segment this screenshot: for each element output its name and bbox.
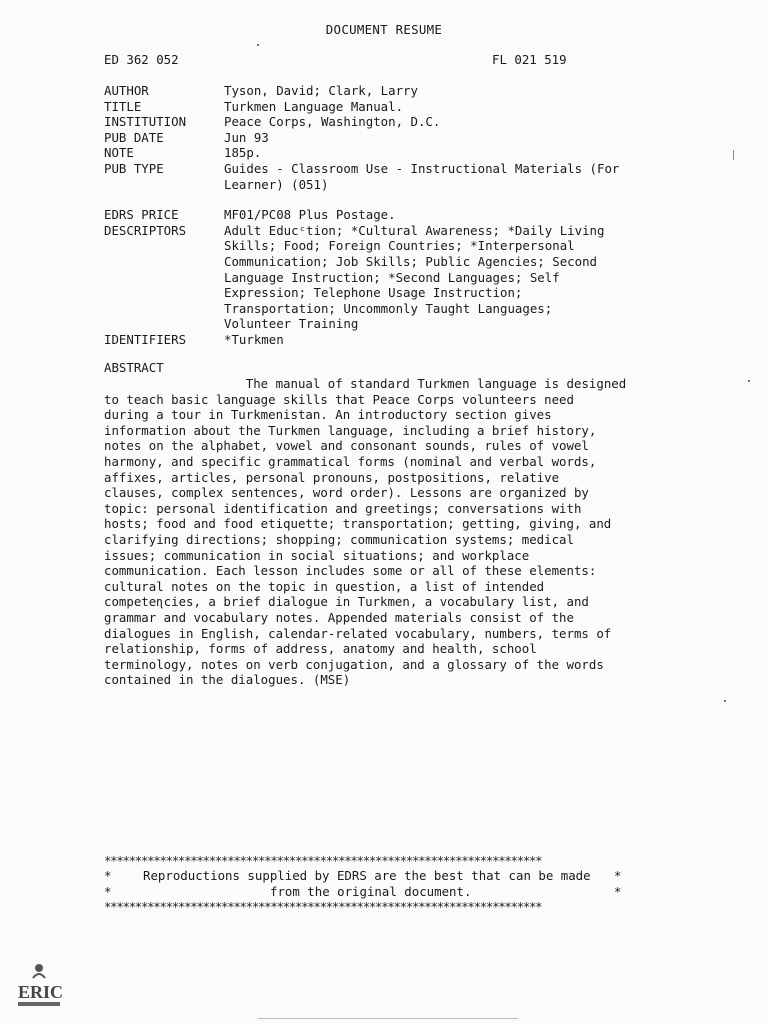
field-row	[104, 114, 644, 130]
metadata-fields	[104, 83, 644, 348]
eric-logo-text: ERIC	[18, 982, 64, 1002]
scan-speck	[748, 380, 750, 382]
scan-speck	[257, 44, 259, 46]
document-heading: DOCUMENT RESUME	[325, 22, 443, 37]
field-row	[104, 223, 644, 332]
field-row	[104, 145, 644, 161]
field-value: MF01/PC08 Plus Postage.	[224, 207, 396, 223]
field-label: DESCRIPTORS	[104, 222, 187, 238]
scan-speck	[724, 700, 726, 702]
field-value: Jun 93	[224, 129, 269, 145]
field-row	[104, 161, 644, 192]
asterisk-border-bottom: ***********************************************************************	[104, 899, 542, 914]
field-value: Adult Educᶜtion; *Cultural Awareness; *Daily Living Skills; Food; Foreign Countries; *Interpersonal Communication; Job Skills; Public Agencies; Second Language Instruction; *Second Languages; Self Expression; Telephone Usage Instruction; Transportation; Uncommonly Taught Languages; Volunteer Training	[224, 222, 605, 332]
field-row	[104, 207, 644, 223]
spacer	[104, 192, 644, 207]
field-value: Tyson, David; Clark, Larry	[224, 83, 418, 98]
asterisk-border-left: *	[104, 884, 112, 899]
field-label: AUTHOR	[104, 83, 149, 98]
reproduction-notice-line: Reproductions supplied by EDRS are the best that can be made	[143, 868, 591, 883]
field-value: Guides - Classroom Use - Instructional Materials (For Learner) (051)	[224, 160, 620, 192]
field-label: PUB DATE	[104, 129, 164, 145]
asterisk-border-right: *	[614, 884, 622, 899]
field-label: INSTITUTION	[104, 114, 187, 130]
field-label: TITLE	[104, 98, 142, 114]
field-row	[104, 332, 644, 348]
field-value: 185p.	[224, 145, 262, 161]
ed-number: ED 362 052	[104, 52, 179, 67]
reproduction-notice-line: from the original document.	[270, 884, 472, 899]
eric-logo-icon	[14, 962, 64, 1010]
field-value: *Turkmen	[224, 331, 284, 347]
field-row	[104, 130, 644, 146]
asterisk-border-top: ***********************************************************************	[104, 853, 542, 868]
field-value: Turkmen Language Manual.	[224, 98, 404, 114]
field-row	[104, 99, 644, 115]
asterisk-border-right: *	[614, 868, 622, 883]
field-label: NOTE	[104, 145, 134, 161]
abstract-label: ABSTRACT	[104, 360, 164, 375]
field-label: PUB TYPE	[104, 160, 164, 176]
field-value: Peace Corps, Washington, D.C.	[224, 114, 441, 130]
field-label: EDRS PRICE	[104, 207, 179, 223]
fl-number: FL 021 519	[492, 52, 567, 67]
scan-edge-line	[258, 1018, 518, 1019]
field-label: IDENTIFIERS	[104, 331, 187, 347]
abstract-text: The manual of standard Turkmen language is designed to teach basic language skills that Peace Corps volunteers need during a tour in Turkmenistan. An introductory section gives information about the Turkmen language, including a brief history, notes on the alphabet, vowel and consonant sounds, rules of vowel harmony, and specific grammatical forms (nominal and verbal words, affixes, articles, personal pronouns, postpositions, relative clauses, complex sentences, word order). Lessons are organized by topic: personal identification and greetings; conversations with hosts; food and food etiquette; transportation; getting, giving, and clarifying directions; shopping; communication systems; medical issues; communication in social situations; and workplace communication. Each lesson includes some or all of these elements: cultural notes on the topic in question, a list of intended competeɳcies, a brief dialogue in Turkmen, a vocabulary list, and grammar and vocabulary notes. Appended materials consist of the dialogues in English, calendar-related vocabulary, numbers, terms of relationship, forms of address, anatomy and health, school terminology, notes on verb conjugation, and a glossary of the words contained in the dialogues. (MSE)	[104, 376, 627, 688]
field-row	[104, 83, 644, 99]
scan-mark	[733, 150, 734, 160]
asterisk-border-left: *	[104, 868, 112, 883]
